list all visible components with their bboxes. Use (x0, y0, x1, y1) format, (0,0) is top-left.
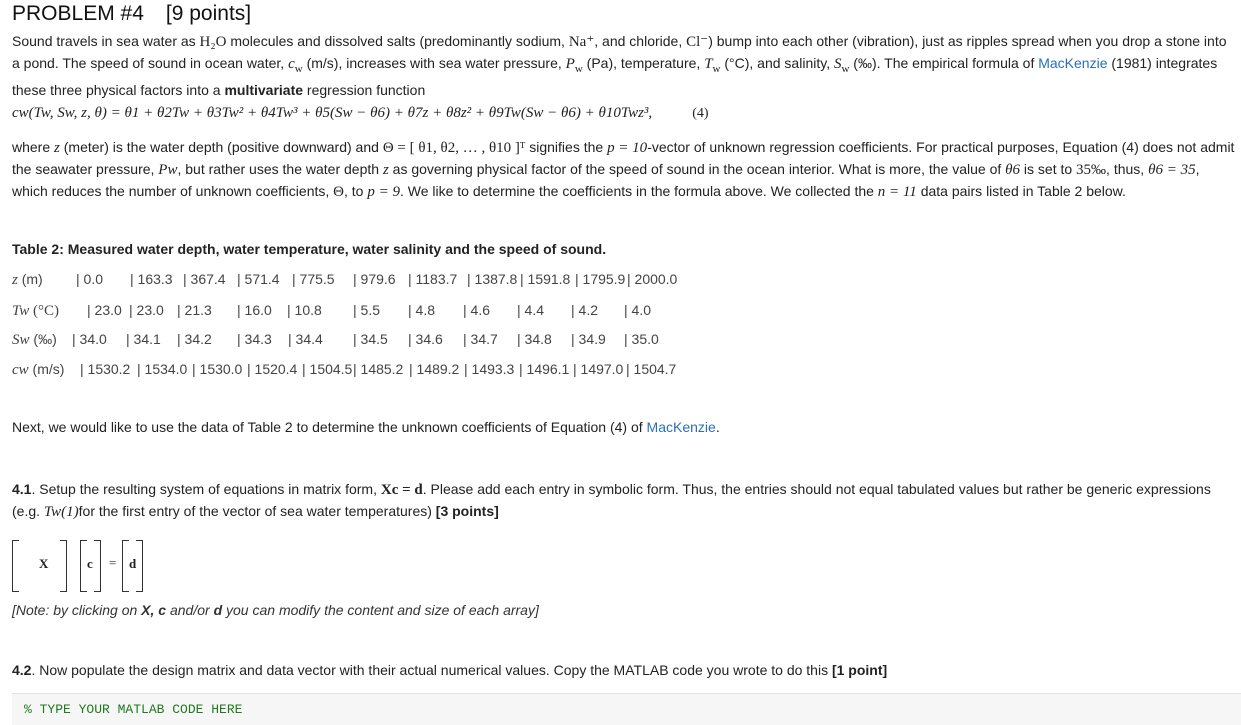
question-text: . Please add each entry in symbolic form. Thus, the entries should not equal tabulated values but rather be generic expressions (e.g. (12, 481, 1211, 519)
where-text: where (12, 139, 55, 155)
table-cell: | 35.0 (624, 331, 659, 347)
intro-text: , and chloride, (594, 33, 687, 49)
table-cell: | 1591.8 (520, 271, 571, 287)
table-cell: | 34.8 (517, 331, 552, 347)
row-symbol: Tw (12, 303, 30, 319)
right-bracket (94, 540, 101, 592)
theta6-equation: θ6 = 35 (1148, 162, 1196, 178)
table-cell: | 34.9 (571, 331, 606, 347)
vector-d[interactable] (122, 540, 144, 592)
table-cell: | 21.3 (177, 302, 212, 318)
row-label (12, 269, 43, 290)
row-symbol: z (12, 272, 18, 288)
problem-heading: PROBLEM #4 (12, 2, 144, 25)
intro-text: molecules and dissolved salts (predominantly sodium, (226, 33, 569, 49)
matrix-equation-editor (12, 540, 144, 592)
table-cell: | 979.6 (353, 271, 396, 287)
sw-subscript: w (841, 62, 850, 75)
table-cell: | 34.2 (177, 331, 212, 347)
pw-symbol: P (565, 56, 575, 72)
right-bracket (136, 540, 143, 592)
code-placeholder[interactable]: % TYPE YOUR MATLAB CODE HERE (24, 702, 243, 717)
row-unit: (°C) (29, 303, 59, 319)
table-caption (12, 241, 606, 257)
note-bold: X, c (141, 602, 167, 618)
intro-text: (°C), and salinity, (720, 55, 834, 71)
formula-text: cw(Tw, Sw, z, θ) = θ1 + θ2Tw + θ3Tw² + θ4Tw³ + θ5(Sw − θ6) + θ7z + θ8z² + θ9Tw(Sw − θ6) + θ10Twz³, (12, 105, 653, 121)
table-caption-label: Table 2 (12, 241, 60, 257)
table-cell: | 34.3 (237, 331, 272, 347)
intro-text: (Pa), temperature, (582, 55, 705, 71)
question-text: for the first entry of the vector of sea water temperatures) (78, 503, 436, 519)
where-text: , thus, (1106, 161, 1149, 177)
where-text: signifies the (525, 139, 608, 155)
where-paragraph (12, 137, 1237, 203)
question-number: 4.2 (12, 662, 32, 678)
table-cell: | 23.0 (129, 302, 164, 318)
question-text: . Now populate the design matrix and data vector with their actual numerical values. Copy the MATLAB code you wrote to do this (31, 662, 832, 678)
table-cell: | 34.5 (353, 331, 388, 347)
table-cell: | 1496.1 (519, 361, 570, 377)
example-expression: Tw(1) (43, 504, 79, 520)
permille-value: 35‰ (1076, 162, 1107, 178)
table-caption-text: : Measured water depth, water temperature, water salinity and the speed of sound. (59, 241, 607, 257)
cw-symbol: c (288, 56, 295, 72)
note-bold: d (213, 602, 223, 618)
pw-subscript: w (574, 62, 583, 75)
table-cell: | 571.4 (237, 271, 280, 287)
where-text: , which reduces the number of unknown coefficients, (12, 161, 1200, 199)
matrix-x-label: X (39, 556, 49, 571)
table-cell: | 1534.0 (137, 361, 188, 377)
table-cell: | 34.7 (463, 331, 498, 347)
table-cell: | 2000.0 (627, 271, 678, 287)
table-cell: | 1795.9 (575, 271, 626, 287)
table-cell: | 1530.0 (192, 361, 243, 377)
p9-expr: p = 9 (367, 184, 400, 200)
tw-subscript: w (712, 62, 721, 75)
note-text: you can modify the content and size of each array] (222, 602, 539, 618)
table-cell: | 5.5 (353, 302, 380, 318)
equation-number: (4) (692, 106, 709, 121)
row-unit: (m/s) (28, 361, 65, 377)
n11-expr: n = 11 (877, 184, 917, 200)
table-cell: | 1493.3 (464, 361, 515, 377)
table-cell: | 1504.7 (626, 361, 677, 377)
table-cell: | 163.3 (130, 271, 173, 287)
next-text: Next, we would like to use the data of Table 2 to determine the unknown coefficients of Equation (4) of (12, 419, 647, 435)
matrix-equation: Xc = d (380, 482, 423, 498)
theta-symbol: Θ (333, 184, 344, 200)
where-text: data pairs listed in Table 2 below. (916, 183, 1126, 199)
table-cell: | 23.0 (87, 302, 122, 318)
table-cell: | 1504.5 (302, 361, 353, 377)
table-cell: | 1183.7 (408, 271, 458, 287)
intro-text: Sound travels in sea water as (12, 33, 200, 49)
equals-sign: = (109, 555, 117, 570)
mackenzie-link[interactable]: MacKenzie (646, 419, 716, 435)
cw-subscript: w (294, 62, 303, 75)
intro-text: ) bump into each other (vibration), just as ripples spread when you drop a stone into a pond. The speed of sound in ocean water, (12, 33, 1227, 71)
question-points: [1 point] (831, 662, 888, 678)
problem-points: [9 points] (165, 2, 252, 25)
row-symbol: Sw (12, 332, 30, 348)
intro-text: (‰). The empirical formula of (849, 55, 1039, 71)
chloride-ion: Cl⁻ (686, 34, 709, 50)
question-number: 4.1 (12, 481, 32, 497)
water-formula: H₂O (199, 34, 227, 50)
question-points: [3 points] (435, 503, 499, 519)
where-text: , to (344, 183, 368, 199)
table-cell: | 4.8 (408, 302, 435, 318)
matrix-note (12, 602, 539, 618)
row-unit: (m) (17, 271, 43, 287)
table-cell: | 1497.0 (573, 361, 624, 377)
note-text: and/or (166, 602, 214, 618)
problem-title (12, 2, 251, 26)
row-symbol: cw (12, 362, 29, 378)
question-text: . Setup the resulting system of equations in matrix form, (31, 481, 381, 497)
table-cell: | 34.6 (408, 331, 443, 347)
table-cell: | 1530.2 (80, 361, 131, 377)
vector-c-label: c (87, 556, 93, 571)
table-cell: | 775.5 (292, 271, 335, 287)
table-cell: | 1520.4 (247, 361, 298, 377)
table-cell: | 0.0 (76, 271, 103, 287)
table-cell: | 34.4 (288, 331, 323, 347)
next-paragraph (12, 419, 720, 435)
theta-vector: Θ = [ θ1, θ2, … , θ10 ]ᵀ (382, 140, 526, 156)
sodium-ion: Na⁺ (568, 34, 595, 50)
intro-text: (1981) integrates these three physical factors into a (12, 55, 1218, 98)
table-cell: | 4.0 (624, 302, 651, 318)
row-label (12, 329, 57, 350)
table-cell: | 4.2 (571, 302, 598, 318)
left-bracket (12, 540, 19, 592)
z-symbol: z (54, 140, 60, 156)
vector-c[interactable] (80, 540, 102, 592)
question-4-2 (12, 662, 887, 678)
vector-d-label: d (129, 556, 137, 571)
row-label (12, 300, 59, 321)
left-bracket (122, 540, 129, 592)
equation-4 (12, 104, 709, 122)
tw-symbol: T (704, 56, 713, 72)
where-text: (meter) is the water depth (positive downward) and (59, 139, 383, 155)
p10-expr: p = 10 (607, 140, 648, 156)
where-text: is set to (1020, 161, 1077, 177)
sw-symbol: S (833, 56, 842, 72)
intro-text: regression function (303, 81, 426, 98)
mackenzie-link[interactable]: MacKenzie (1038, 55, 1108, 71)
where-text: -vector of unknown regression coefficients. For practical purposes, Equation (4) does not admit the seawater pressure, (12, 139, 1235, 177)
table-cell: | 10.8 (287, 302, 322, 318)
where-text: , but rather uses the water depth (177, 161, 383, 177)
table-cell: | 4.4 (517, 302, 544, 318)
question-4-1 (12, 479, 1237, 523)
left-bracket (80, 540, 87, 592)
table-cell: | 16.0 (237, 302, 272, 318)
table-cell: | 4.6 (463, 302, 490, 318)
pw-symbol: Pw (158, 162, 178, 178)
next-text: . (715, 419, 720, 435)
where-text: as governing physical factor of the speed of sound in the ocean interior. What is more, the value of (388, 161, 1006, 177)
table-cell: | 1387.8 (467, 271, 518, 287)
table-cell: | 34.1 (126, 331, 161, 347)
table-cell: | 1489.2 (409, 361, 460, 377)
table-cell: | 1485.2 (353, 361, 404, 377)
z-symbol: z (382, 162, 389, 178)
row-label (12, 359, 64, 380)
table-cell: | 34.0 (72, 331, 107, 347)
theta6-symbol: θ6 (1005, 162, 1021, 178)
right-bracket (60, 540, 67, 592)
where-text: . We like to determine the coefficients in the formula above. We collected the (399, 183, 878, 199)
matrix-x[interactable] (12, 540, 68, 592)
multivariate-bold: multivariate (224, 81, 304, 98)
row-unit: (‰) (29, 331, 57, 347)
intro-paragraph (12, 31, 1237, 101)
note-text: [Note: by clicking on (12, 602, 142, 618)
matlab-code-editor[interactable] (12, 693, 1241, 725)
intro-text: (m/s), increases with sea water pressure, (302, 55, 566, 71)
table-cell: | 367.4 (183, 271, 226, 287)
